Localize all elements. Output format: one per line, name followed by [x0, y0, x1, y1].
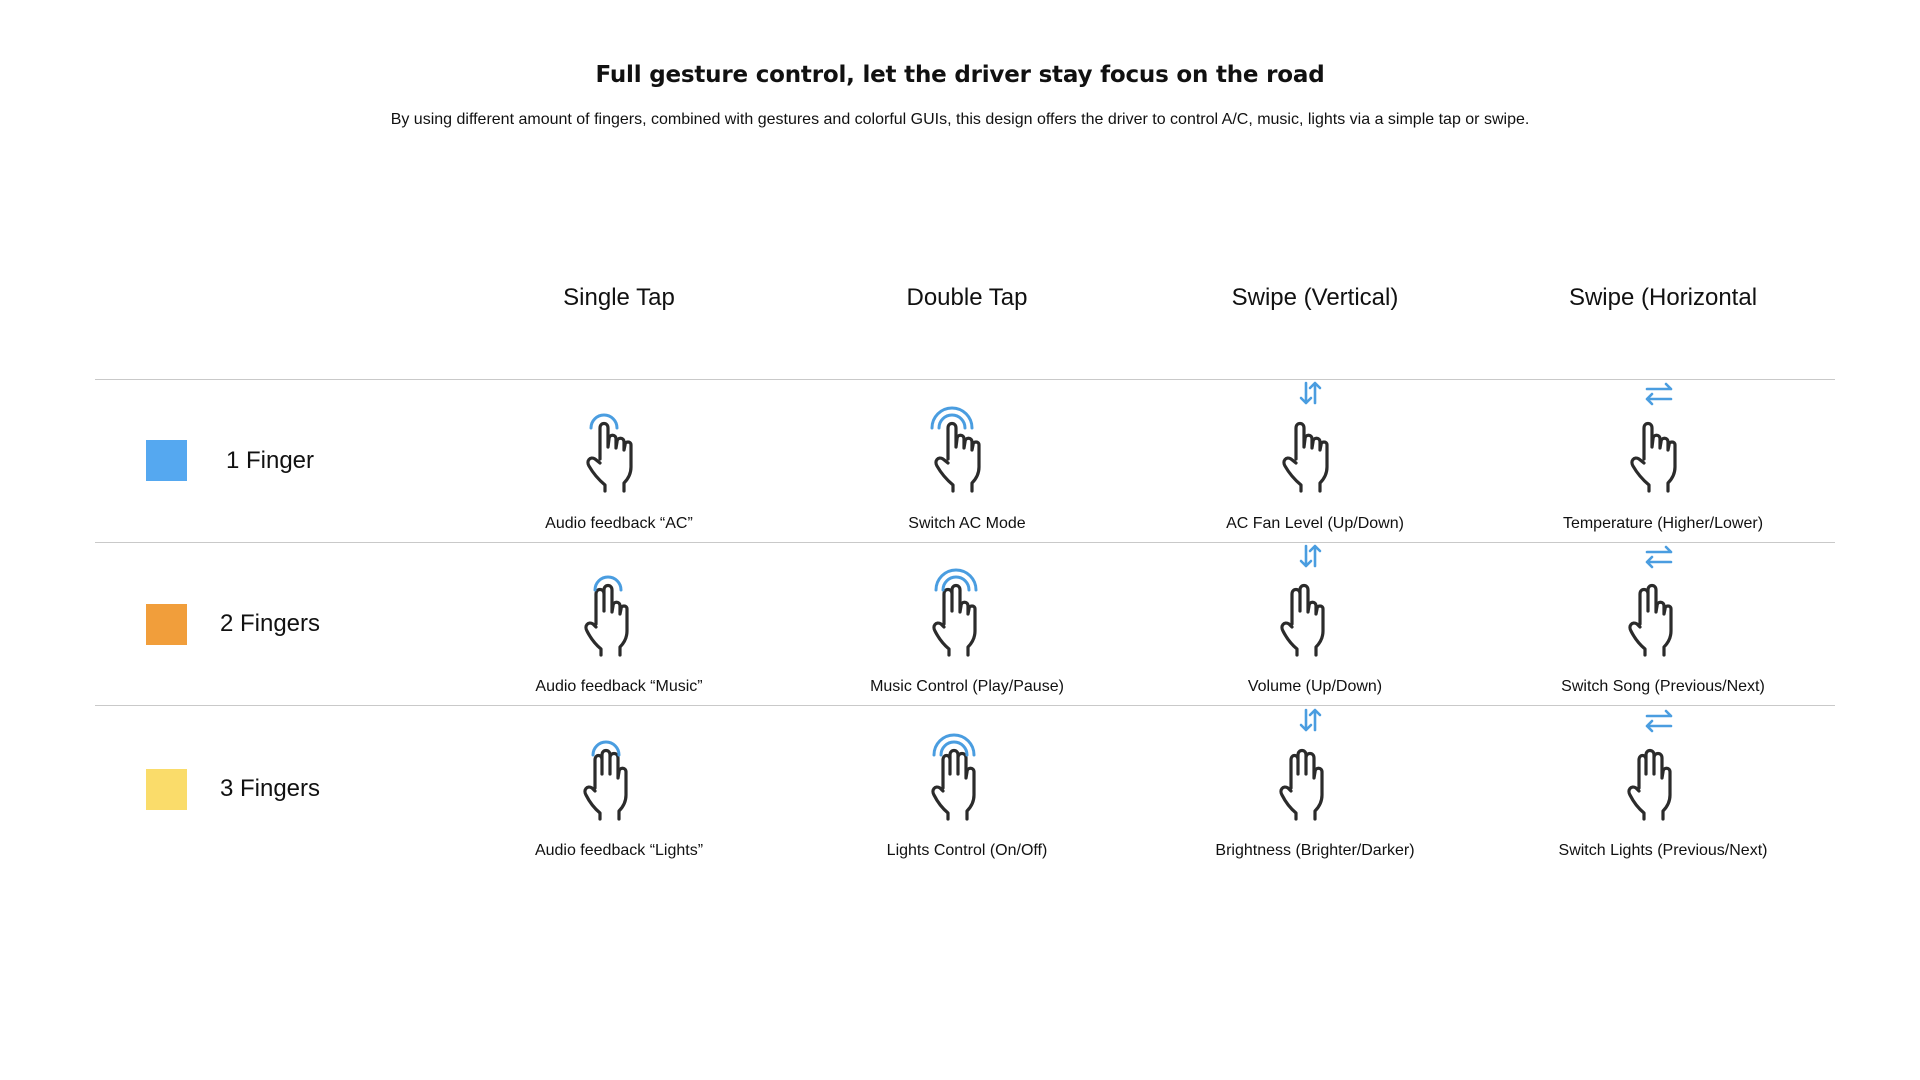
- column-header-single-tap: Single Tap: [563, 284, 675, 311]
- gesture-caption: Music Control (Play/Pause): [870, 678, 1064, 695]
- horizontal-arrows-icon: [1647, 547, 1671, 567]
- row-label-2-fingers: 2 Fingers: [219, 610, 321, 637]
- one-finger-single-tap-icon: [569, 397, 669, 497]
- column-header-swipe-horizontal: Swipe (Horizontal: [1568, 284, 1758, 311]
- gesture-cell: [1489, 550, 1837, 713]
- hand-icon: [586, 586, 627, 656]
- gesture-caption: Audio feedback “Lights”: [534, 842, 704, 859]
- vertical-arrows-icon: [1301, 383, 1320, 403]
- three-finger-single-tap-icon: [569, 724, 669, 824]
- vertical-arrows-icon: [1301, 710, 1320, 730]
- hand-icon: [1630, 586, 1671, 656]
- three-finger-horizontal-swipe-icon: [1613, 724, 1713, 824]
- one-finger-vertical-swipe-icon: [1265, 397, 1365, 497]
- gesture-cell: [1489, 714, 1837, 877]
- page-title: Full gesture control, let the driver stay focus on the road: [595, 62, 1325, 88]
- gesture-caption: Brightness (Brighter/Darker): [1215, 842, 1415, 859]
- two-finger-single-tap-icon: [569, 560, 669, 660]
- gesture-caption: AC Fan Level (Up/Down): [1226, 515, 1404, 532]
- gesture-cell: [445, 714, 793, 877]
- gesture-cell: [1489, 387, 1837, 550]
- three-finger-double-tap-icon: [917, 724, 1017, 824]
- gesture-cell: [1141, 714, 1489, 877]
- one-finger-double-tap-icon: [917, 397, 1017, 497]
- gesture-caption: Volume (Up/Down): [1247, 678, 1383, 695]
- gesture-caption: Lights Control (On/Off): [886, 842, 1048, 859]
- gesture-caption: Audio feedback “Music”: [535, 678, 703, 695]
- hand-icon: [936, 424, 979, 492]
- gesture-caption: Audio feedback “AC”: [545, 515, 693, 532]
- row-divider: [95, 379, 1835, 380]
- gesture-cell: [793, 387, 1141, 550]
- hand-icon: [934, 586, 975, 656]
- hand-icon: [1284, 424, 1327, 492]
- row-label-1-finger: 1 Finger: [225, 447, 315, 474]
- color-swatch-1-finger: [146, 440, 187, 481]
- row-label-3-fingers: 3 Fingers: [219, 775, 321, 802]
- gesture-caption: Switch AC Mode: [908, 515, 1026, 532]
- hand-icon: [585, 751, 626, 820]
- gesture-caption: Switch Lights (Previous/Next): [1558, 842, 1768, 859]
- color-swatch-3-fingers: [146, 769, 187, 810]
- gesture-caption: Switch Song (Previous/Next): [1561, 678, 1765, 695]
- gesture-cell: [793, 550, 1141, 713]
- gesture-cell: [1141, 550, 1489, 713]
- hand-icon: [1629, 751, 1670, 820]
- gesture-cell: [445, 550, 793, 713]
- hand-icon: [933, 751, 974, 820]
- hand-icon: [1632, 424, 1675, 492]
- page-subtitle: By using different amount of fingers, combined with gestures and colorful GUIs, this design offers the driver to control A/C, music, lights via a simple tap or swipe.: [390, 111, 1530, 128]
- gesture-caption: Temperature (Higher/Lower): [1562, 515, 1764, 532]
- one-finger-horizontal-swipe-icon: [1613, 397, 1713, 497]
- gesture-cell: [793, 714, 1141, 877]
- hand-icon: [588, 424, 631, 492]
- horizontal-arrows-icon: [1647, 384, 1671, 404]
- color-swatch-2-fingers: [146, 604, 187, 645]
- hand-icon: [1281, 751, 1322, 820]
- hand-icon: [1282, 586, 1323, 656]
- tap-rings-icon: [591, 415, 617, 428]
- two-finger-vertical-swipe-icon: [1265, 560, 1365, 660]
- column-header-double-tap: Double Tap: [906, 284, 1028, 311]
- three-finger-vertical-swipe-icon: [1265, 724, 1365, 824]
- horizontal-arrows-icon: [1647, 711, 1671, 731]
- gesture-cell: [1141, 387, 1489, 550]
- gesture-cell: [445, 387, 793, 550]
- two-finger-double-tap-icon: [917, 560, 1017, 660]
- column-header-swipe-vertical: Swipe (Vertical): [1231, 284, 1399, 311]
- two-finger-horizontal-swipe-icon: [1613, 560, 1713, 660]
